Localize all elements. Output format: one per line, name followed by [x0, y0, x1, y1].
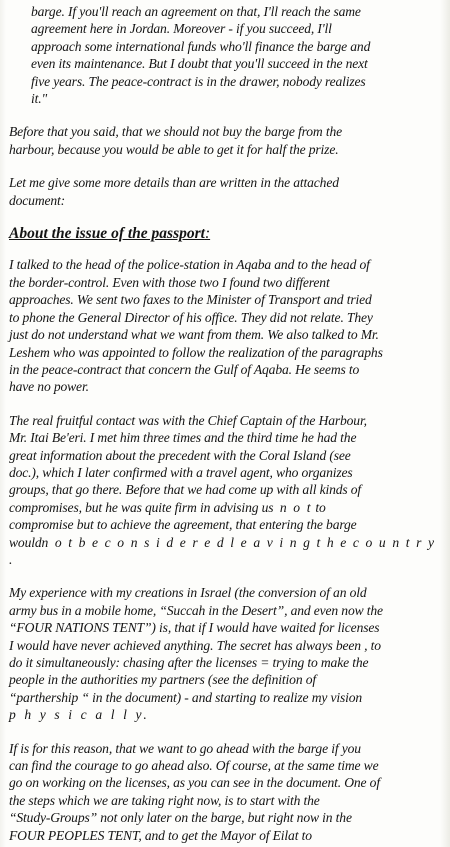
paragraph-before	[9, 123, 441, 158]
text-line: groups, that go there. Before that we had come up with all kinds of	[9, 482, 362, 498]
heading-title: About the issue of the passport	[9, 225, 205, 243]
text-line: FOUR PEOPLES TENT, and to get the Mayor of Eilat to	[9, 827, 312, 843]
text-line: can find the courage to go ahead also. Of course, at the same time we	[9, 758, 379, 774]
text-line: I would have never achieved anything. The secret has always been , to	[9, 637, 381, 653]
emphasis-physically: p h y s i c a l l y.	[9, 707, 150, 723]
text-line: If is for this reason, that we want to go ahead with the barge if you	[9, 740, 361, 756]
text-line: I talked to the head of the police-station in Aqaba and to the head of	[9, 257, 370, 273]
text-line: “FOUR NATIONS TENT”) is, that if I would have waited for licenses	[9, 620, 380, 636]
text-segment: to	[312, 499, 326, 515]
text-line: Let me give some more details than are written in the attached	[9, 175, 339, 191]
text-line: the border-control. Even with those two I found two different	[9, 274, 330, 290]
text-line: barge. If you'll reach an agreement on that, I'll reach the same	[31, 4, 361, 19]
text-line: go on working on the licenses, as you can see in the document. One of	[9, 775, 380, 791]
text-line	[9, 534, 441, 569]
paragraph-reason	[9, 740, 441, 844]
text-line: “parthership “ in the document) - and starting to realize my vision	[9, 689, 363, 705]
section-heading	[9, 225, 441, 242]
text-line: to phone the General Director of his office. They did not relate. They	[9, 309, 373, 325]
text-line: just do not understand what we want from them. We also talked to Mr.	[9, 327, 379, 343]
text-line: “Study-Groups” not only later on the barge, but right now in the	[9, 810, 352, 826]
text-line: approaches. We sent two faxes to the Minister of Transport and tried	[9, 292, 372, 308]
text-line: agreement here in Jordan. Moreover - if you succeed, I'll	[31, 21, 332, 37]
text-line: My experience with my creations in Israel (the conversion of an old	[9, 585, 367, 601]
text-line: even its maintenance. But I doubt that you'll succeed in the next	[31, 56, 368, 72]
text-line: great information about the precedent with the Coral Island (see	[9, 447, 351, 463]
text-segment: would	[9, 534, 42, 550]
letter-body	[9, 3, 441, 844]
paragraph-captain	[9, 412, 441, 569]
text-line: document:	[9, 192, 66, 208]
text-line: in the peace-contract that concern the Gulf of Aqaba. He seems to	[9, 361, 360, 377]
text-segment: compromises, but he was quite firm in advising us	[9, 499, 274, 515]
text-line: the steps which we are taking right now, is to start with the	[9, 792, 320, 808]
text-line: approach some international funds who'll finance the barge and	[31, 38, 371, 54]
paragraph-police	[9, 256, 441, 395]
text-line: do it simultaneously: chasing after the licenses = trying to make the	[9, 655, 369, 670]
paragraph-experience	[9, 584, 441, 723]
text-line: have no power.	[9, 379, 89, 395]
text-line: five years. The peace-contract is in the drawer, nobody realizes	[31, 73, 366, 89]
text-line: compromise but to achieve the agreement, that entering the barge	[9, 517, 357, 533]
text-line: The real fruitful contact was with the Chief Captain of the Harbour,	[9, 412, 367, 428]
paragraph-details	[9, 174, 441, 209]
text-line: army bus in a mobile home, “Succah in the Desert”, and even now the	[9, 602, 383, 618]
heading-colon: :	[204, 225, 211, 243]
quoted-statement	[31, 3, 436, 107]
text-line: Before that you said, that we should not buy the barge from the	[9, 124, 342, 140]
text-line: people in the authorities my partners (see the definition of	[9, 672, 317, 688]
text-line	[9, 499, 441, 516]
text-line: doc.), which I later confirmed with a travel agent, who organizes	[9, 464, 353, 480]
text-line: harbour, because you would be able to get it for half the prize.	[9, 141, 339, 157]
text-line: Mr. Itai Be'eri. I met him three times and the third time he had the	[9, 430, 357, 446]
emphasis-not: n o t	[279, 499, 313, 515]
text-line: it."	[31, 91, 48, 107]
text-line: Leshem who was appointed to follow the realization of the paragraphs	[9, 344, 383, 360]
emphasis-final: n o t b e c o n s i d e r e d l e a v i n g t h e c o u n t r y .	[9, 534, 436, 567]
